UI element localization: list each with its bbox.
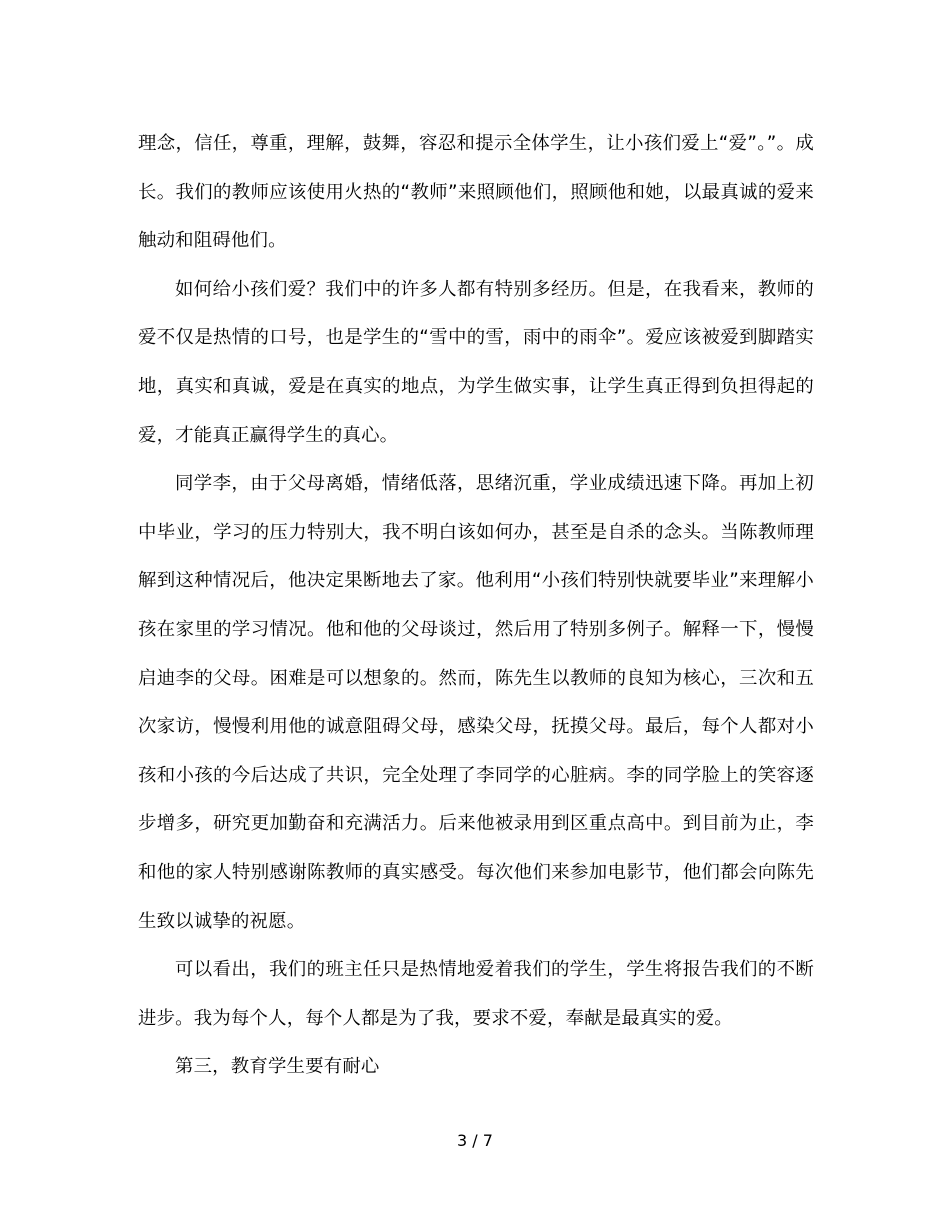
paragraph-conclusion: 可以看出，我们的班主任只是热情地爱着我们的学生，学生将报告我们的不断进步。我为每个人，每个人都是为了我，要求不爱，奉献是最真实的爱。 (138, 959, 814, 1029)
document-body (138, 120, 814, 1092)
page-number: 3 / 7 (457, 1131, 493, 1150)
section-heading-patience: 第三，教育学生要有耐心 (175, 1056, 380, 1078)
paragraph-how-to-love: 如何给小孩们爱？我们中的许多人都有特别多经历。但是，在我看来，教师的爱不仅是热情的口号，也是学生的“雪中的雪，雨中的雨伞”。爱应该被爱到脚踏实地，真实和真诚，爱是在真实的地点，为学生做实事，让学生真正得到负担得起的爱，才能真正赢得学生的真心。 (138, 278, 814, 446)
paragraph-student-li-story: 同学李，由于父母离婚，情绪低落，思绪沉重，学业成绩迅速下降。再加上初中毕业，学习的压力特别大，我不明白该如何办，甚至是自杀的念头。当陈教师理解到这种情况后，他决定果断地去了家。他利用“小孩们特别快就要毕业”来理解小孩在家里的学习情况。他和他的父母谈过，然后用了特别多例子。解释一下，慢慢启迪李的父母。困难是可以想象的。然而，陈先生以教师的良知为核心，三次和五次家访，慢慢利用他的诚意阻碍父母，感染父母，抚摸父母。最后，每个人都对小孩和小孩的今后达成了共识，完全处理了李同学的心脏病。李的同学脸上的笑容逐步增多，研究更加勤奋和充满活力。后来他被录用到区重点高中。到目前为止，李和他的家人特别感谢陈教师的真实感受。每次他们来参加电影节，他们都会向陈先生致以诚挚的祝愿。 (138, 473, 814, 932)
paragraph-continuation: 理念，信任，尊重，理解，鼓舞，容忍和提示全体学生，让小孩们爱上“爱”。”。成长。我们的教师应该使用火热的“教师”来照顾他们，照顾他和她，以最真诚的爱来触动和阻碍他们。 (138, 133, 814, 252)
